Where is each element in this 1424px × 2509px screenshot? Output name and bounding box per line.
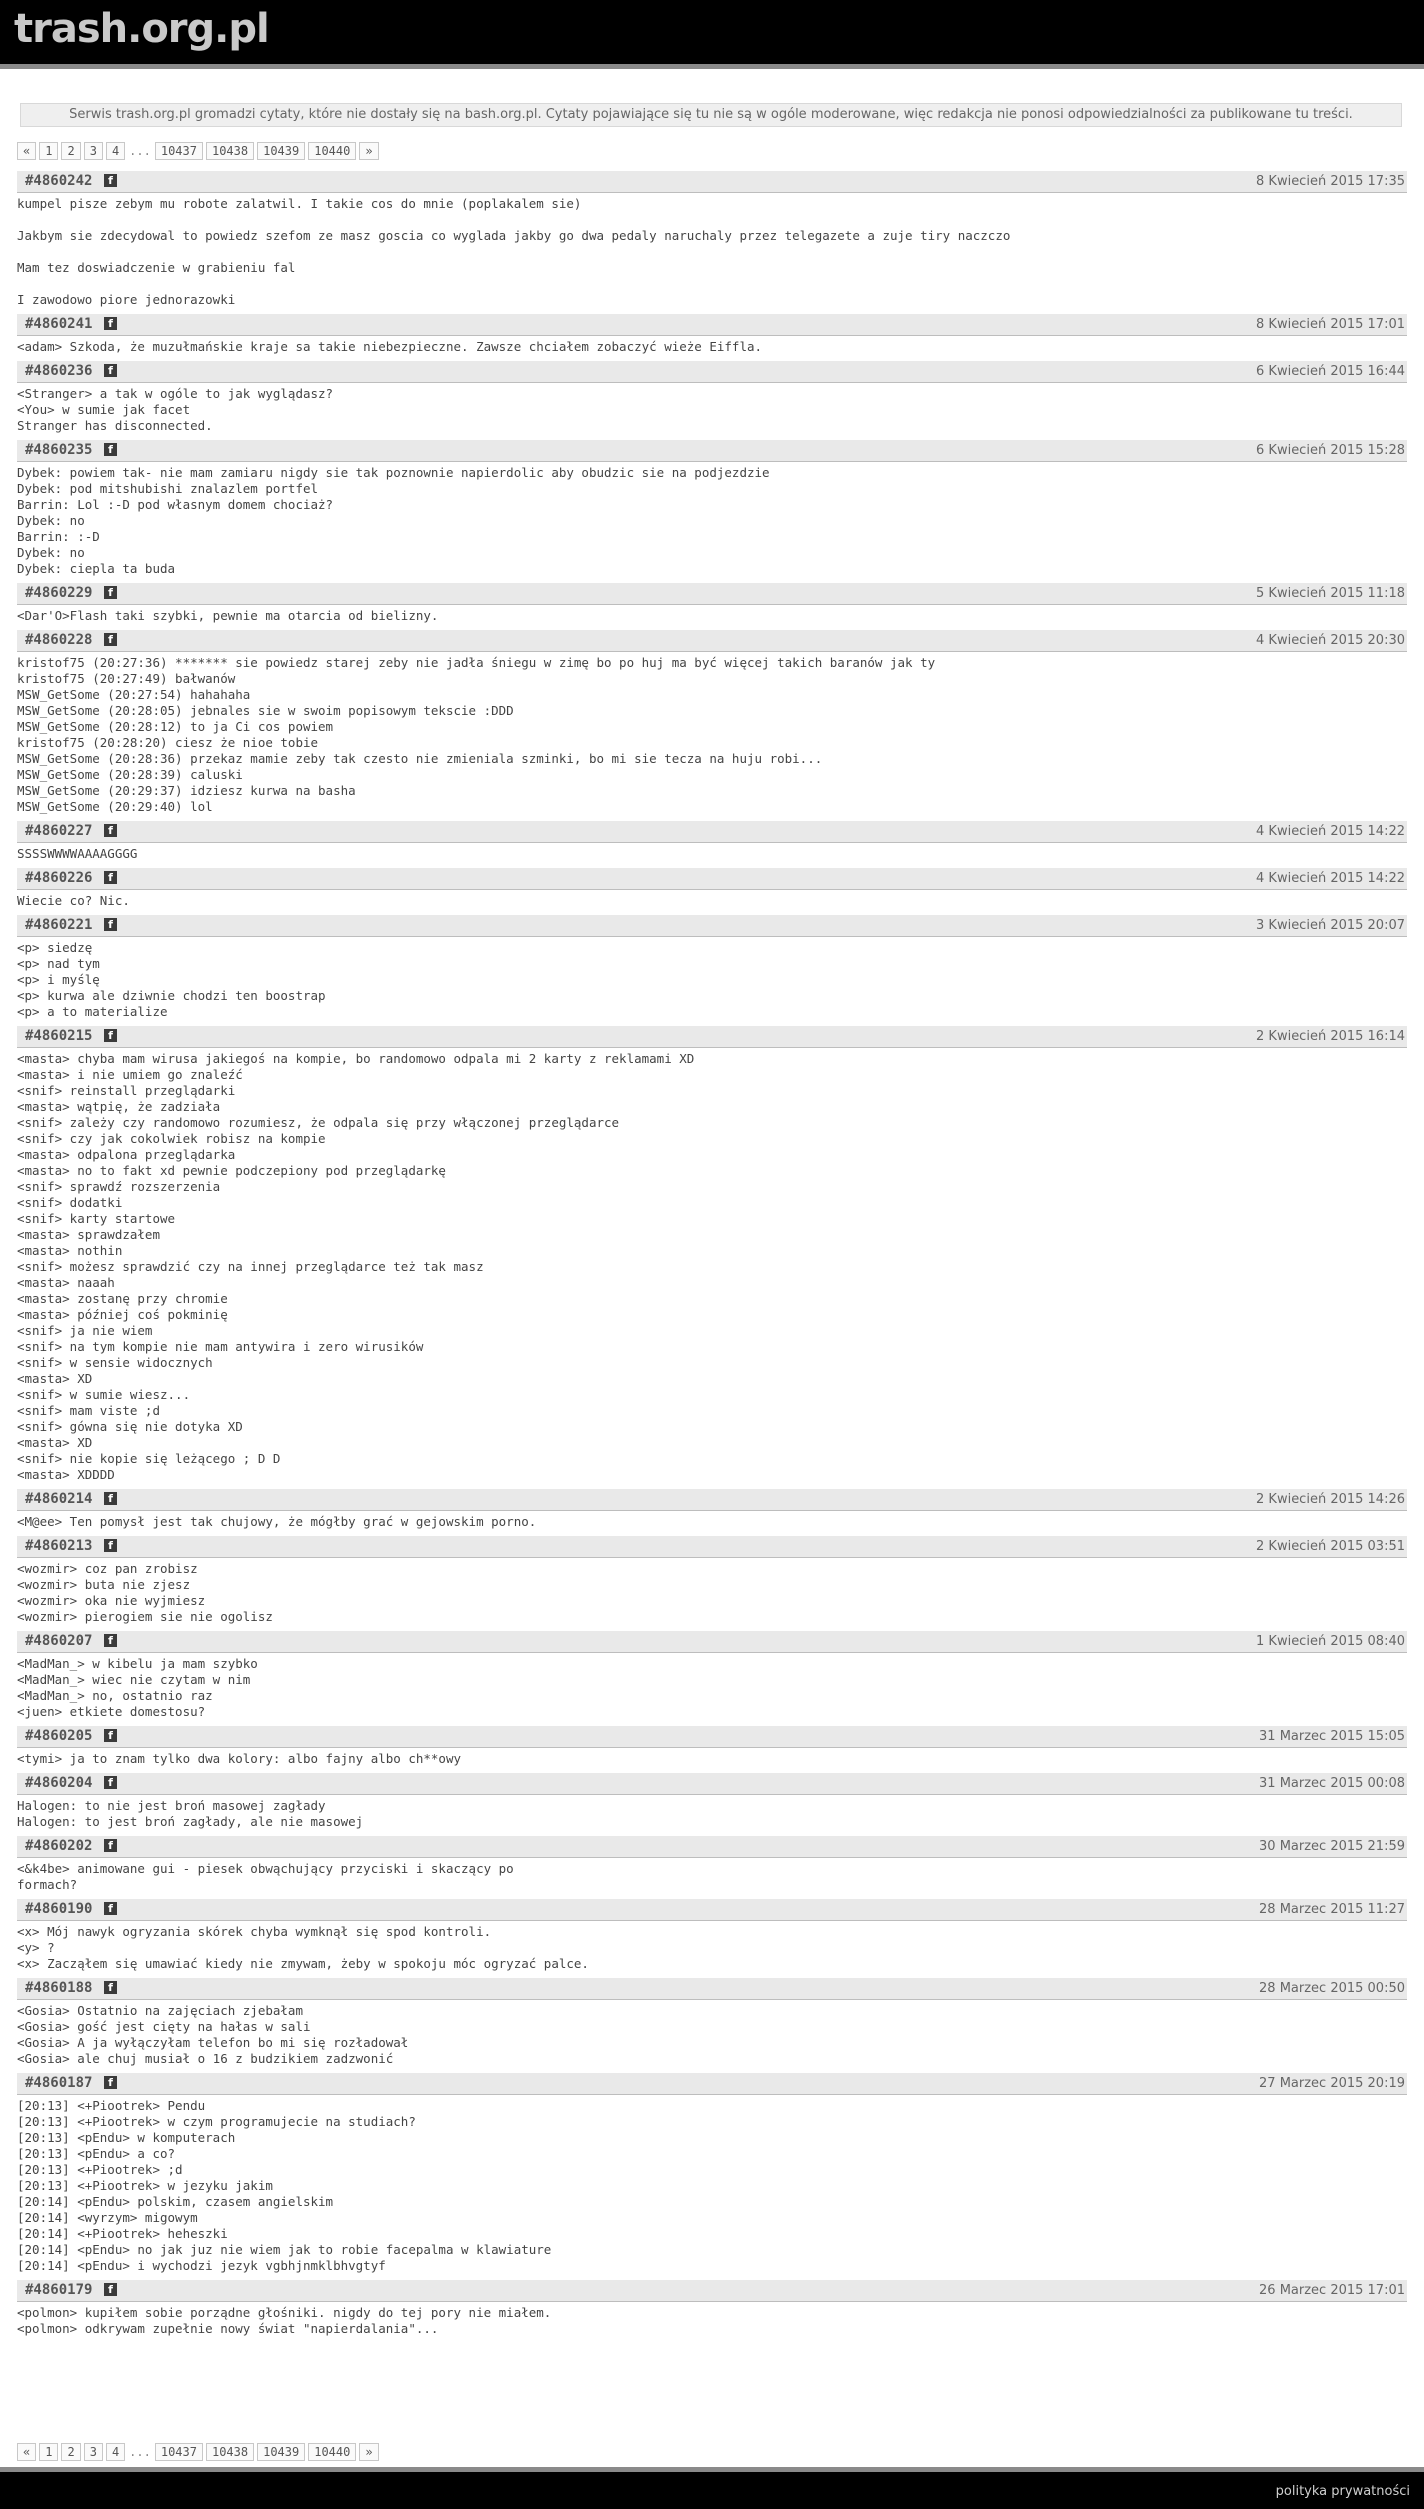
quote-header bbox=[17, 915, 1407, 937]
quote-date: 3 Kwiecień 2015 20:07 bbox=[1256, 918, 1405, 933]
facebook-icon[interactable]: f bbox=[104, 1729, 117, 1742]
site-footer bbox=[0, 2467, 1424, 2509]
facebook-icon[interactable]: f bbox=[104, 364, 117, 377]
quote-permalink[interactable]: #4860226 bbox=[25, 870, 93, 886]
quote-date: 27 Marzec 2015 20:19 bbox=[1259, 2076, 1405, 2091]
pager-page-link[interactable]: 4 bbox=[106, 142, 125, 160]
quote-text: kumpel pisze zebym mu robote zalatwil. I takie cos do mnie (poplakalem sie) Jakbym sie zdecydowal to powiedz szefom ze masz goscia co wyglada jakby go dwa pedaly naruchaly przez telegazete a zuje tiry naczczo Mam tez doswiadczenie w grabieniu fal I zawodowo piore jednorazowki bbox=[17, 196, 1011, 307]
site-header bbox=[0, 0, 1424, 69]
facebook-icon[interactable]: f bbox=[104, 1839, 117, 1852]
quote-text: <&k4be> animowane gui - piesek obwąchujący przyciski i skaczący po formach? bbox=[17, 1861, 514, 1892]
quote-date: 2 Kwiecień 2015 16:14 bbox=[1256, 1029, 1405, 1044]
quote-date: 8 Kwiecień 2015 17:01 bbox=[1256, 317, 1405, 332]
facebook-icon[interactable]: f bbox=[104, 586, 117, 599]
quote-item bbox=[17, 171, 1407, 310]
quote-item bbox=[17, 583, 1407, 626]
pager-page-link[interactable]: 3 bbox=[84, 142, 103, 160]
quote-item bbox=[17, 1536, 1407, 1627]
quote-header bbox=[17, 171, 1407, 193]
quote-item bbox=[17, 915, 1407, 1022]
quote-permalink[interactable]: #4860221 bbox=[25, 917, 93, 933]
quote-header bbox=[17, 630, 1407, 652]
quote-item bbox=[17, 1773, 1407, 1832]
quote-header bbox=[17, 440, 1407, 462]
quote-permalink[interactable]: #4860202 bbox=[25, 1838, 93, 1854]
quote-header bbox=[17, 1836, 1407, 1858]
quote-item bbox=[17, 314, 1407, 357]
quote-text: <p> siedzę <p> nad tym <p> i myślę <p> kurwa ale dziwnie chodzi ten boostrap <p> a to materialize bbox=[17, 940, 326, 1019]
quote-item bbox=[17, 1026, 1407, 1485]
quote-header bbox=[17, 361, 1407, 383]
facebook-icon[interactable]: f bbox=[104, 174, 117, 187]
quote-text: kristof75 (20:27:36) ******* sie powiedz starej zeby nie jadła śniegu w zimę bo po huj ma być więcej takich baranów jak ty kristof75 (20:27:49) bałwanów MSW_GetSome (20:27:54) hahahaha MSW_GetSome (20:28:05) jebnales sie w swoim popisowym tekscie :DDD MSW_GetSome (20:28:12) to ja Ci cos powiem kristof75 (20:28:20) ciesz że nioe tobie MSW_GetSome (20:28:36) przekaz mamie zeby tak czesto nie zmieniala szminki, bo mi sie tecza na huju robi... MSW_GetSome (20:28:39) caluski MSW_GetSome (20:29:37) idziesz kurwa na basha MSW_GetSome (20:29:40) lol bbox=[17, 655, 936, 814]
quote-permalink[interactable]: #4860241 bbox=[25, 316, 93, 332]
quote-permalink[interactable]: #4860190 bbox=[25, 1901, 93, 1917]
site-logo[interactable]: trash.org.pl bbox=[14, 6, 269, 52]
quote-item bbox=[17, 1899, 1407, 1974]
quote-header bbox=[17, 314, 1407, 336]
quote-text: <Dar'O>Flash taki szybki, pewnie ma otarcia od bielizny. bbox=[17, 608, 439, 623]
pager-page-link[interactable]: 2 bbox=[61, 142, 80, 160]
quote-permalink[interactable]: #4860179 bbox=[25, 2282, 93, 2298]
quote-text: Halogen: to nie jest broń masowej zagłady Halogen: to jest broń zagłady, ale nie masowej bbox=[17, 1798, 364, 1829]
quote-date: 2 Kwiecień 2015 14:26 bbox=[1256, 1492, 1405, 1507]
quote-header bbox=[17, 583, 1407, 605]
pager-page-link[interactable]: 2 bbox=[61, 2443, 80, 2461]
quote-date: 28 Marzec 2015 00:50 bbox=[1259, 1981, 1405, 1996]
quote-date: 6 Kwiecień 2015 16:44 bbox=[1256, 364, 1405, 379]
pager-page-link[interactable]: 1 bbox=[39, 142, 58, 160]
quote-date: 4 Kwiecień 2015 14:22 bbox=[1256, 824, 1405, 839]
quote-header bbox=[17, 1773, 1407, 1795]
quote-list bbox=[17, 171, 1407, 2343]
pager-page-link[interactable]: 4 bbox=[106, 2443, 125, 2461]
quote-text: <M@ee> Ten pomysł jest tak chujowy, że mógłby grać w gejowskim porno. bbox=[17, 1514, 537, 1529]
facebook-icon[interactable]: f bbox=[104, 918, 117, 931]
facebook-icon[interactable]: f bbox=[104, 1634, 117, 1647]
pager-page-link[interactable]: 3 bbox=[84, 2443, 103, 2461]
pager-next-button[interactable]: » bbox=[359, 2443, 378, 2461]
pager-page-link[interactable]: 10439 bbox=[257, 142, 305, 160]
facebook-icon[interactable]: f bbox=[104, 2076, 117, 2089]
quote-item bbox=[17, 1836, 1407, 1895]
quote-header bbox=[17, 1536, 1407, 1558]
pager-page-link[interactable]: 10439 bbox=[257, 2443, 305, 2461]
quote-item bbox=[17, 361, 1407, 436]
quote-permalink[interactable]: #4860213 bbox=[25, 1538, 93, 1554]
quote-permalink[interactable]: #4860242 bbox=[25, 173, 93, 189]
facebook-icon[interactable]: f bbox=[104, 1492, 117, 1505]
quote-text: <x> Mój nawyk ogryzania skórek chyba wymknął się spod kontroli. <y> ? <x> Zacząłem się umawiać kiedy nie zmywam, żeby w spokoju móc ogryzać palce. bbox=[17, 1924, 589, 1971]
facebook-icon[interactable]: f bbox=[104, 1029, 117, 1042]
quote-date: 31 Marzec 2015 00:08 bbox=[1259, 1776, 1405, 1791]
quote-permalink[interactable]: #4860214 bbox=[25, 1491, 93, 1507]
facebook-icon[interactable]: f bbox=[104, 1902, 117, 1915]
quote-permalink[interactable]: #4860207 bbox=[25, 1633, 93, 1649]
quote-item bbox=[17, 2073, 1407, 2276]
quote-item bbox=[17, 1726, 1407, 1769]
quote-date: 1 Kwiecień 2015 08:40 bbox=[1256, 1634, 1405, 1649]
quote-header bbox=[17, 821, 1407, 843]
quote-date: 2 Kwiecień 2015 03:51 bbox=[1256, 1539, 1405, 1554]
pager-ellipsis: ... bbox=[129, 2445, 151, 2459]
quote-date: 4 Kwiecień 2015 14:22 bbox=[1256, 871, 1405, 886]
quote-item bbox=[17, 630, 1407, 817]
facebook-icon[interactable]: f bbox=[104, 1981, 117, 1994]
quote-text: SSSSWWWWAAAAGGGG bbox=[17, 846, 138, 861]
pager-page-link[interactable]: 10438 bbox=[206, 2443, 254, 2461]
pager-page-link[interactable]: 1 bbox=[39, 2443, 58, 2461]
quote-item bbox=[17, 1978, 1407, 2069]
quote-text: <adam> Szkoda, że muzułmańskie kraje sa takie niebezpieczne. Zawsze chciałem zobaczyć wieże Eiffla. bbox=[17, 339, 763, 354]
quote-date: 26 Marzec 2015 17:01 bbox=[1259, 2283, 1405, 2298]
pager-page-link[interactable]: 10440 bbox=[308, 142, 356, 160]
quote-header bbox=[17, 868, 1407, 890]
quote-date: 31 Marzec 2015 15:05 bbox=[1259, 1729, 1405, 1744]
facebook-icon[interactable]: f bbox=[104, 1539, 117, 1552]
quote-item bbox=[17, 1631, 1407, 1722]
quote-date: 4 Kwiecień 2015 20:30 bbox=[1256, 633, 1405, 648]
facebook-icon[interactable]: f bbox=[104, 824, 117, 837]
quote-permalink[interactable]: #4860204 bbox=[25, 1775, 93, 1791]
quote-permalink[interactable]: #4860188 bbox=[25, 1980, 93, 1996]
quote-text: [20:13] <+Piootrek> Pendu [20:13] <+Piootrek> w czym programujecie na studiach? [20:13] <pEndu> w komputerach [20:13] <pEndu> a co? [20:13] <+Piootrek> ;d [20:13] <+Piootrek> w jezyku jakim [20:14] <pEndu> polskim, czasem angielskim [20:14] <wyrzym> migowym [20:14] <+Piootrek> heheszki [20:14] <pEndu> no jak juz nie wiem jak to robie facepalma w klawiature [20:14] <pEndu> i wychodzi jezyk vgbhjnmklbhvgtyf bbox=[17, 2098, 552, 2273]
quote-text: Dybek: powiem tak- nie mam zamiaru nigdy sie tak poznownie napierdolic aby obudzic sie na podjezdzie Dybek: pod mitshubishi znalazlem portfel Barrin: Lol :-D pod własnym domem chociaż? Dybek: no Barrin: :-D Dybek: no Dybek: ciepla ta buda bbox=[17, 465, 770, 576]
facebook-icon[interactable]: f bbox=[104, 2283, 117, 2296]
quote-permalink[interactable]: #4860187 bbox=[25, 2075, 93, 2091]
privacy-policy-link[interactable]: polityka prywatności bbox=[1275, 2484, 1410, 2499]
pager-page-link[interactable]: 10438 bbox=[206, 142, 254, 160]
quote-header bbox=[17, 1726, 1407, 1748]
pager-prev-button[interactable]: « bbox=[17, 2443, 36, 2461]
quote-header bbox=[17, 1489, 1407, 1511]
quote-item bbox=[17, 821, 1407, 864]
pager-page-link[interactable]: 10440 bbox=[308, 2443, 356, 2461]
quote-date: 30 Marzec 2015 21:59 bbox=[1259, 1839, 1405, 1854]
quote-permalink[interactable]: #4860236 bbox=[25, 363, 93, 379]
quote-header bbox=[17, 2280, 1407, 2302]
quote-text: <wozmir> coz pan zrobisz <wozmir> buta nie zjesz <wozmir> oka nie wyjmiesz <wozmir> pierogiem sie nie ogolisz bbox=[17, 1561, 273, 1624]
quote-item bbox=[17, 1489, 1407, 1532]
pager-page-link[interactable]: 10437 bbox=[155, 2443, 203, 2461]
quote-permalink[interactable]: #4860235 bbox=[25, 442, 93, 458]
quote-item bbox=[17, 2280, 1407, 2339]
quote-header bbox=[17, 1899, 1407, 1921]
quote-item bbox=[17, 440, 1407, 579]
site-notice: Serwis trash.org.pl gromadzi cytaty, które nie dostały się na bash.org.pl. Cytaty pojawiające się tu nie są w ogóle moderowane, więc redakcja nie ponosi odpowiedzialności za publikowane tu treści. bbox=[20, 103, 1402, 127]
quote-header bbox=[17, 1978, 1407, 2000]
quote-text: <MadMan_> w kibelu ja mam szybko <MadMan_> wiec nie czytam w nim <MadMan_> no, ostatnio raz <juen> etkiete domestosu? bbox=[17, 1656, 258, 1719]
quote-date: 8 Kwiecień 2015 17:35 bbox=[1256, 174, 1405, 189]
quote-text: <tymi> ja to znam tylko dwa kolory: albo fajny albo ch**owy bbox=[17, 1751, 462, 1766]
quote-date: 28 Marzec 2015 11:27 bbox=[1259, 1902, 1405, 1917]
facebook-icon[interactable]: f bbox=[104, 871, 117, 884]
facebook-icon[interactable]: f bbox=[104, 443, 117, 456]
quote-header bbox=[17, 2073, 1407, 2095]
pager-ellipsis: ... bbox=[129, 144, 151, 158]
quote-header bbox=[17, 1026, 1407, 1048]
quote-text: <Gosia> Ostatnio na zajęciach zjebałam <Gosia> gość jest cięty na hałas w sali <Gosia> A ja wyłączyłam telefon bo mi się rozładował <Gosia> ale chuj musiał o 16 z budzikiem zadzwonić bbox=[17, 2003, 409, 2066]
quote-text: <Stranger> a tak w ogóle to jak wyglądasz? <You> w sumie jak facet Stranger has disconnected. bbox=[17, 386, 334, 433]
quote-header bbox=[17, 1631, 1407, 1653]
quote-date: 5 Kwiecień 2015 11:18 bbox=[1256, 586, 1405, 601]
quote-permalink[interactable]: #4860205 bbox=[25, 1728, 93, 1744]
facebook-icon[interactable]: f bbox=[104, 633, 117, 646]
facebook-icon[interactable]: f bbox=[104, 1776, 117, 1789]
quote-text: <masta> chyba mam wirusa jakiegoś na kompie, bo randomowo odpala mi 2 karty z reklamami XD <masta> i nie umiem go znaleźć <snif> reinstall przeglądarki <masta> wątpię, że zadziała <snif> zależy czy randomowo rozumiesz, że odpala się przy włączonej przeglądarce <snif> czy jak cokolwiek robisz na kompie <masta> odpalona przeglądarka <masta> no to fakt xd pewnie podczepiony pod przeglądarkę <snif> sprawdź rozszerzenia <snif> dodatki <snif> karty startowe <masta> sprawdzałem <masta> nothin <snif> możesz sprawdzić czy na innej przeglądarce też tak masz <masta> naaah <masta> zostanę przy chromie <masta> później coś pokminię <snif> ja nie wiem <snif> na tym kompie nie mam antywira i zero wirusików <snif> w sensie widocznych <masta> XD <snif> w sumie wiesz... <snif> mam viste ;d <snif> gówna się nie dotyka XD <masta> XD <snif> nie kopie się leżącego ; D D <masta> XDDDD bbox=[17, 1051, 695, 1482]
pagination-top bbox=[17, 142, 379, 160]
facebook-icon[interactable]: f bbox=[104, 317, 117, 330]
quote-date: 6 Kwiecień 2015 15:28 bbox=[1256, 443, 1405, 458]
quote-permalink[interactable]: #4860227 bbox=[25, 823, 93, 839]
quote-item bbox=[17, 868, 1407, 911]
quote-text: Wiecie co? Nic. bbox=[17, 893, 130, 908]
pagination-bottom bbox=[17, 2443, 379, 2461]
pager-prev-button[interactable]: « bbox=[17, 142, 36, 160]
pager-page-link[interactable]: 10437 bbox=[155, 142, 203, 160]
quote-text: <polmon> kupiłem sobie porządne głośniki. nigdy do tej pory nie miałem. <polmon> odkrywam zupełnie nowy świat "napierdalania"... bbox=[17, 2305, 552, 2336]
quote-permalink[interactable]: #4860229 bbox=[25, 585, 93, 601]
pager-next-button[interactable]: » bbox=[359, 142, 378, 160]
quote-permalink[interactable]: #4860228 bbox=[25, 632, 93, 648]
quote-permalink[interactable]: #4860215 bbox=[25, 1028, 93, 1044]
